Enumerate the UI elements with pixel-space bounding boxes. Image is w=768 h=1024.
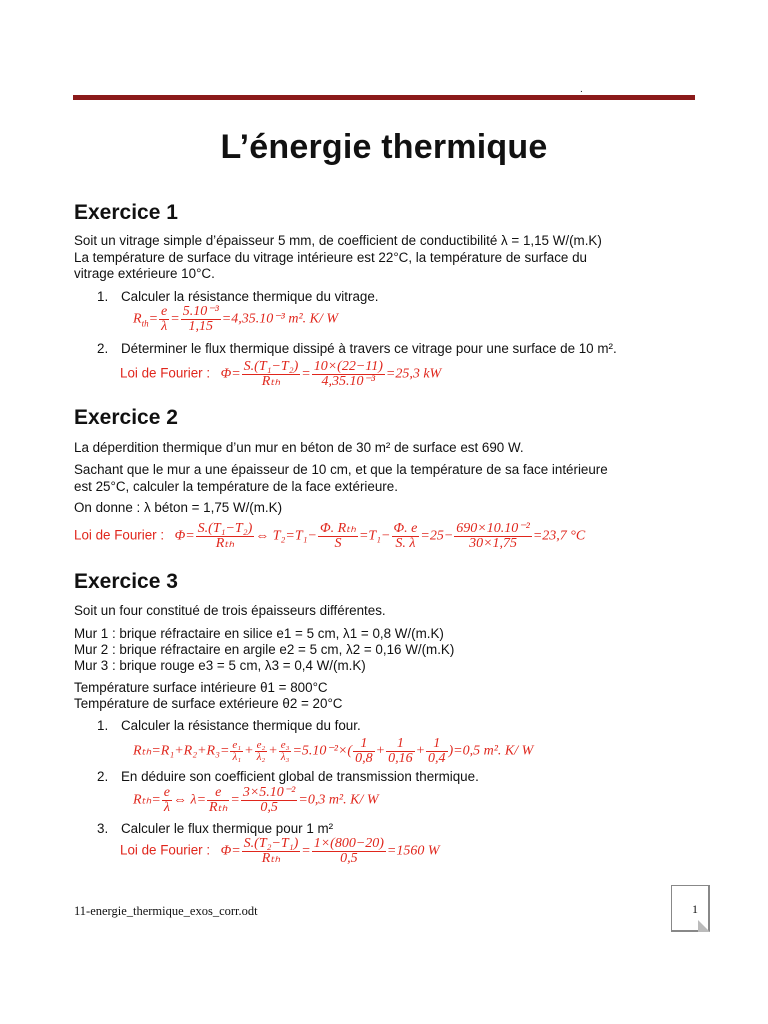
ex1-formula-resistance: $R_{th}=$ $\frac{e}{\lambda}$ = $\frac{\text{5.10⁻³}}{1,15}$ =4,35.10⁻³ m². K/ W xyxy=(133,304,339,334)
ex1-question-2 xyxy=(97,341,617,357)
question-text: Calculer la résistance thermique du vitrage. xyxy=(121,289,379,304)
list-number: 2. xyxy=(97,769,109,784)
ex3-formula-flux: Loi de Fourier : Φ= $\frac{\text{S.(T₂−T₁)}}{\text{Rₜₕ}}$ = $\frac{1\times(800-20)}{0,5}$ =1560 W xyxy=(120,836,440,866)
list-number: 1. xyxy=(97,289,109,304)
page-number-box xyxy=(671,885,710,932)
ex2-line-1: La déperdition thermique d’un mur en béton de 30 m² de surface est 690 W. xyxy=(74,440,524,455)
list-number: 1. xyxy=(97,718,109,733)
ex3-temp-2: Température de surface extérieure θ2 = 20°C xyxy=(74,696,343,711)
ex3-line-1: Soit un four constitué de trois épaisseurs différentes. xyxy=(74,603,386,618)
ex3-formula-coefficient: Rₜₕ= $\frac{e}{\lambda}$ ⇔ λ= $\frac{e}{\text{Rₜₕ}}$ = $\frac{\text{3×5.10⁻²}}{0,5}$ =0,3 m². K/ W xyxy=(133,785,379,815)
ex3-question-1 xyxy=(97,718,361,734)
list-number: 2. xyxy=(97,341,109,356)
header-dot: . xyxy=(580,84,583,95)
page-title: L’énergie thermique xyxy=(220,128,548,166)
ex1-line-3: vitrage extérieure 10°C. xyxy=(74,266,215,281)
ex2-formula: Loi de Fourier : Φ= $\frac{\text{S.(T₁−T₂)}}{\text{Rₜₕ}}$ ⇔ T₂=T₁− $\frac{\text{Φ. Rₜₕ}}{S}$ =T₁− $\frac{\Phi. e}{S. \lambda}$ =25− $\frac{\text{690×10.10⁻²}}{30\times 1,75}$ =23,7 °C xyxy=(74,521,586,551)
footer-filename: 11-energie_thermique_exos_corr.odt xyxy=(74,904,258,918)
page-number: 1 xyxy=(692,902,698,916)
ex3-mur-3: Mur 3 : brique rouge e3 = 5 cm, λ3 = 0,4 W/(m.K) xyxy=(74,658,366,673)
ex3-question-3 xyxy=(97,821,333,837)
exercise-1-heading: Exercice 1 xyxy=(74,201,178,224)
ex3-mur-2: Mur 2 : brique réfractaire en argile e2 = 5 cm, λ2 = 0,16 W/(m.K) xyxy=(74,642,455,657)
question-text: Déterminer le flux thermique dissipé à travers ce vitrage pour une surface de 10 m². xyxy=(121,341,617,356)
header-rule xyxy=(73,95,695,100)
exercise-3-heading: Exercice 3 xyxy=(74,570,178,593)
page-fold-icon xyxy=(698,920,710,932)
ex1-line-2: La température de surface du vitrage intérieure est 22°C, la température de surface du xyxy=(74,250,587,265)
question-text: Calculer la résistance thermique du four. xyxy=(121,718,361,733)
ex2-line-2: Sachant que le mur a une épaisseur de 10 cm, et que la température de sa face intérieure xyxy=(74,462,608,477)
ex3-mur-1: Mur 1 : brique réfractaire en silice e1 = 5 cm, λ1 = 0,8 W/(m.K) xyxy=(74,626,444,641)
ex3-question-2 xyxy=(97,769,479,785)
question-text: En déduire son coefficient global de transmission thermique. xyxy=(121,769,479,784)
ex2-line-3: est 25°C, calculer la température de la face extérieure. xyxy=(74,479,398,494)
ex2-line-4: On donne : λ béton = 1,75 W/(m.K) xyxy=(74,500,283,515)
question-text: Calculer le flux thermique pour 1 m² xyxy=(121,821,334,836)
ex3-formula-resistance: Rₜₕ=R₁+R₂+R₃= $\frac{\text{e₁}}{\text{λ₁}}$ + $\frac{\text{e₂}}{\text{λ₂}}$ + $\frac{\text{e₃}}{\text{λ₃}}$ =5.10⁻²×( $\frac{1}{0,8}$ + $\frac{1}{0,16}$ + $\frac{1}{0,4}$ )=0,5 m². K/ W xyxy=(133,736,534,766)
ex1-formula-flux: Loi de Fourier : Φ= $\frac{\text{S.(T₁−T₂)}}{\text{Rₜₕ}}$ = $\frac{10\times(22-11)}{\text{4,35.10⁻³}}$ =25,3 kW xyxy=(120,359,442,389)
exercise-2-heading: Exercice 2 xyxy=(74,406,178,429)
ex1-line-1: Soit un vitrage simple d’épaisseur 5 mm, de coefficient de conductibilité λ = 1,15 W/(m.K) xyxy=(74,233,602,248)
ex1-question-1 xyxy=(97,289,379,305)
list-number: 3. xyxy=(97,821,109,836)
ex3-temp-1: Température surface intérieure θ1 = 800°C xyxy=(74,680,328,695)
